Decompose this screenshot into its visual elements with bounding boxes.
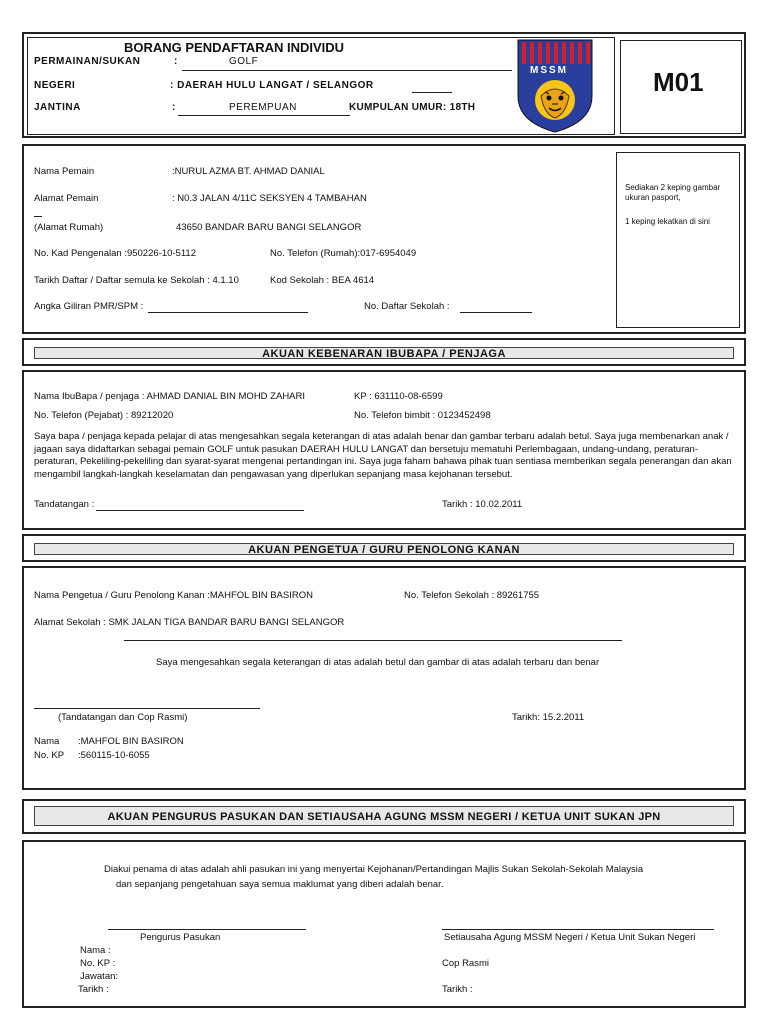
nama-pengetua[interactable]: Nama Pengetua / Guru Penolong Kanan :MAHFOL BIN BASIRON (34, 590, 313, 601)
pengurus-section (22, 840, 746, 1008)
photo-line-2: ukuran pasport, (625, 193, 681, 202)
kp-pengetua-label: No. KP (34, 750, 65, 761)
kumpulan-umur: KUMPULAN UMUR: 18TH (349, 102, 476, 113)
pengurus-nama[interactable]: Nama : (80, 945, 111, 956)
form-code-box (620, 40, 742, 134)
ibubapa-banner-title: AKUAN KEBENARAN IBUBAPA / PENJAGA (34, 347, 734, 359)
tandatangan-ibubapa-line[interactable] (96, 510, 304, 511)
mssm-logo (516, 38, 594, 134)
setiausaha-sign-line[interactable] (442, 929, 714, 930)
jantina-value[interactable]: PEREMPUAN (229, 102, 297, 113)
jantina-colon: : (172, 102, 176, 113)
tel-sekolah[interactable]: No. Telefon Sekolah : 89261755 (404, 590, 540, 601)
negeri-value[interactable]: : DAERAH HULU LANGAT / SELANGOR (170, 80, 374, 91)
alamat-sekolah-line (124, 640, 622, 641)
cop-rasmi-line[interactable] (34, 708, 260, 709)
player-section (22, 144, 746, 334)
tel-pejabat[interactable]: No. Telefon (Pejabat) : 89212020 (34, 410, 174, 421)
jantina-underline (178, 115, 350, 116)
pengurus-label: Pengurus Pasukan (140, 932, 221, 943)
telefon-rumah[interactable]: No. Telefon (Rumah):017-6954049 (270, 248, 417, 259)
nama-pemain-value[interactable]: :NURUL AZMA BT. AHMAD DANIAL (172, 166, 325, 177)
tel-bimbit[interactable]: No. Telefon bimbit : 0123452498 (354, 410, 491, 421)
ibubapa-declaration: Saya bapa / penjaga kepada pelajar di atas mengesahkan segala keterangan di atas adalah benar dan gambar terbaru adalah betul. Saya juga membenarkan anak / jagaan saya didaftarkan sebagai pemain GOLF untuk pasukan DAERAH HULU LANGAT dan bersetuju mematuhi Perlembagaan, undang-undang, peraturan-peraturan, Pekeliling-pekeliling dan syarat-syarat mengenai pertandingan ini. Saya juga faham bahawa pihak tuan sentiasa memberikan segala penerangan dan akan mengambil langkah-langkah keselamatan dan pengawasan yang diperlukan sepanjang masa kejohanan tersebut. (34, 431, 732, 480)
negeri-underline (412, 92, 452, 93)
header-section (22, 32, 746, 138)
permainan-colon: : (174, 56, 178, 67)
permainan-label: PERMAINAN/SUKAN (34, 56, 141, 67)
photo-box[interactable] (616, 152, 740, 328)
pengurus-kp[interactable]: No. KP : (80, 958, 116, 969)
diakui-line-1: Diakui penama di atas adalah ahli pasukan ini yang menyertai Kejohanan/Pertandingan Majlis Sukan Sekolah-Sekolah Malaysia (104, 864, 644, 875)
kod-sekolah[interactable]: Kod Sekolah : BEA 4614 (270, 275, 375, 286)
jantina-label: JANTINA (34, 102, 81, 113)
angka-giliran-label: Angka Giliran PMR/SPM : (34, 301, 144, 312)
pengurus-sign-line[interactable] (108, 929, 306, 930)
form-title: BORANG PENDAFTARAN INDIVIDU (124, 40, 345, 55)
permainan-value[interactable]: GOLF (229, 56, 259, 67)
pengetua-section (22, 566, 746, 790)
photo-line-3: 1 keping lekatkan di sini (625, 217, 710, 226)
negeri-label: NEGERI (34, 80, 76, 91)
alamat-sekolah[interactable]: Alamat Sekolah : SMK JALAN TIGA BANDAR BARU BANGI SELANGOR (34, 617, 345, 628)
pengurus-jawatan[interactable]: Jawatan: (80, 971, 119, 982)
diakui-line-2: dan sepanjang pengetahuan saya semua maklumat yang diberi adalah benar. (116, 879, 444, 890)
pengurus-tarikh[interactable]: Tarikh : (78, 984, 109, 995)
tarikh-pengetua[interactable]: Tarikh: 15.2.2011 (512, 712, 585, 723)
alamat-pemain-label: Alamat Pemain (34, 193, 99, 204)
tarikh-ibubapa[interactable]: Tarikh : 10.02.2011 (442, 499, 523, 510)
setiausaha-label: Setiausaha Agung MSSM Negeri / Ketua Unit Sukan Negeri (444, 932, 696, 943)
setiausaha-tarikh[interactable]: Tarikh : (442, 984, 473, 995)
pengurus-banner (22, 799, 746, 834)
logo-text: MSSM (530, 65, 568, 76)
pengesahan-text: Saya mengesahkan segala keterangan di atas adalah betul dan gambar di atas adalah terbaru dan benar (156, 657, 600, 668)
mssm-shield-icon (516, 38, 594, 134)
ibubapa-section (22, 370, 746, 530)
tarikh-daftar[interactable]: Tarikh Daftar / Daftar semula ke Sekolah : 4.1.10 (34, 275, 239, 286)
nama-pemain-label: Nama Pemain (34, 166, 95, 177)
photo-line-1: Sediakan 2 keping gambar (625, 183, 721, 192)
pengetua-banner (22, 534, 746, 562)
alamat-rumah-value[interactable]: 43650 BANDAR BARU BANGI SELANGOR (176, 222, 362, 233)
form-code: M01 (653, 67, 704, 97)
no-daftar-line[interactable] (460, 312, 532, 313)
pengurus-banner-title: AKUAN PENGURUS PASUKAN DAN SETIAUSAHA AGUNG MSSM NEGERI / KETUA UNIT SUKAN JPN (34, 806, 734, 826)
nama-ibubapa[interactable]: Nama IbuBapa / penjaga : AHMAD DANIAL BIN MOHD ZAHARI (34, 391, 306, 402)
no-daftar-label: No. Daftar Sekolah : (364, 301, 450, 312)
angka-giliran-line[interactable] (148, 312, 308, 313)
kp-pengetua-value[interactable]: :560115-10-6055 (78, 750, 150, 761)
nama-pengetua-label: Nama (34, 736, 60, 747)
pengetua-banner-title: AKUAN PENGETUA / GURU PENOLONG KANAN (34, 543, 734, 555)
alamat-pemain-value[interactable]: : N0.3 JALAN 4/11C SEKSYEN 4 TAMBAHAN (172, 193, 367, 204)
kp-ibubapa[interactable]: KP : 631110-08-6599 (354, 391, 443, 402)
alamat-rumah-label: (Alamat Rumah) (34, 222, 104, 233)
tandatangan-cop-label: (Tandatangan dan Cop Rasmi) (58, 712, 188, 723)
rumah-mark (34, 216, 42, 217)
nama-pengetua-value[interactable]: :MAHFOL BIN BASIRON (78, 736, 184, 747)
kad-pengenalan[interactable]: No. Kad Pengenalan :950226-10-5112 (34, 248, 196, 259)
tandatangan-ibubapa-label: Tandatangan : (34, 499, 95, 510)
cop-rasmi-label: Cop Rasmi (442, 958, 489, 969)
permainan-underline (182, 70, 512, 71)
ibubapa-banner (22, 338, 746, 366)
